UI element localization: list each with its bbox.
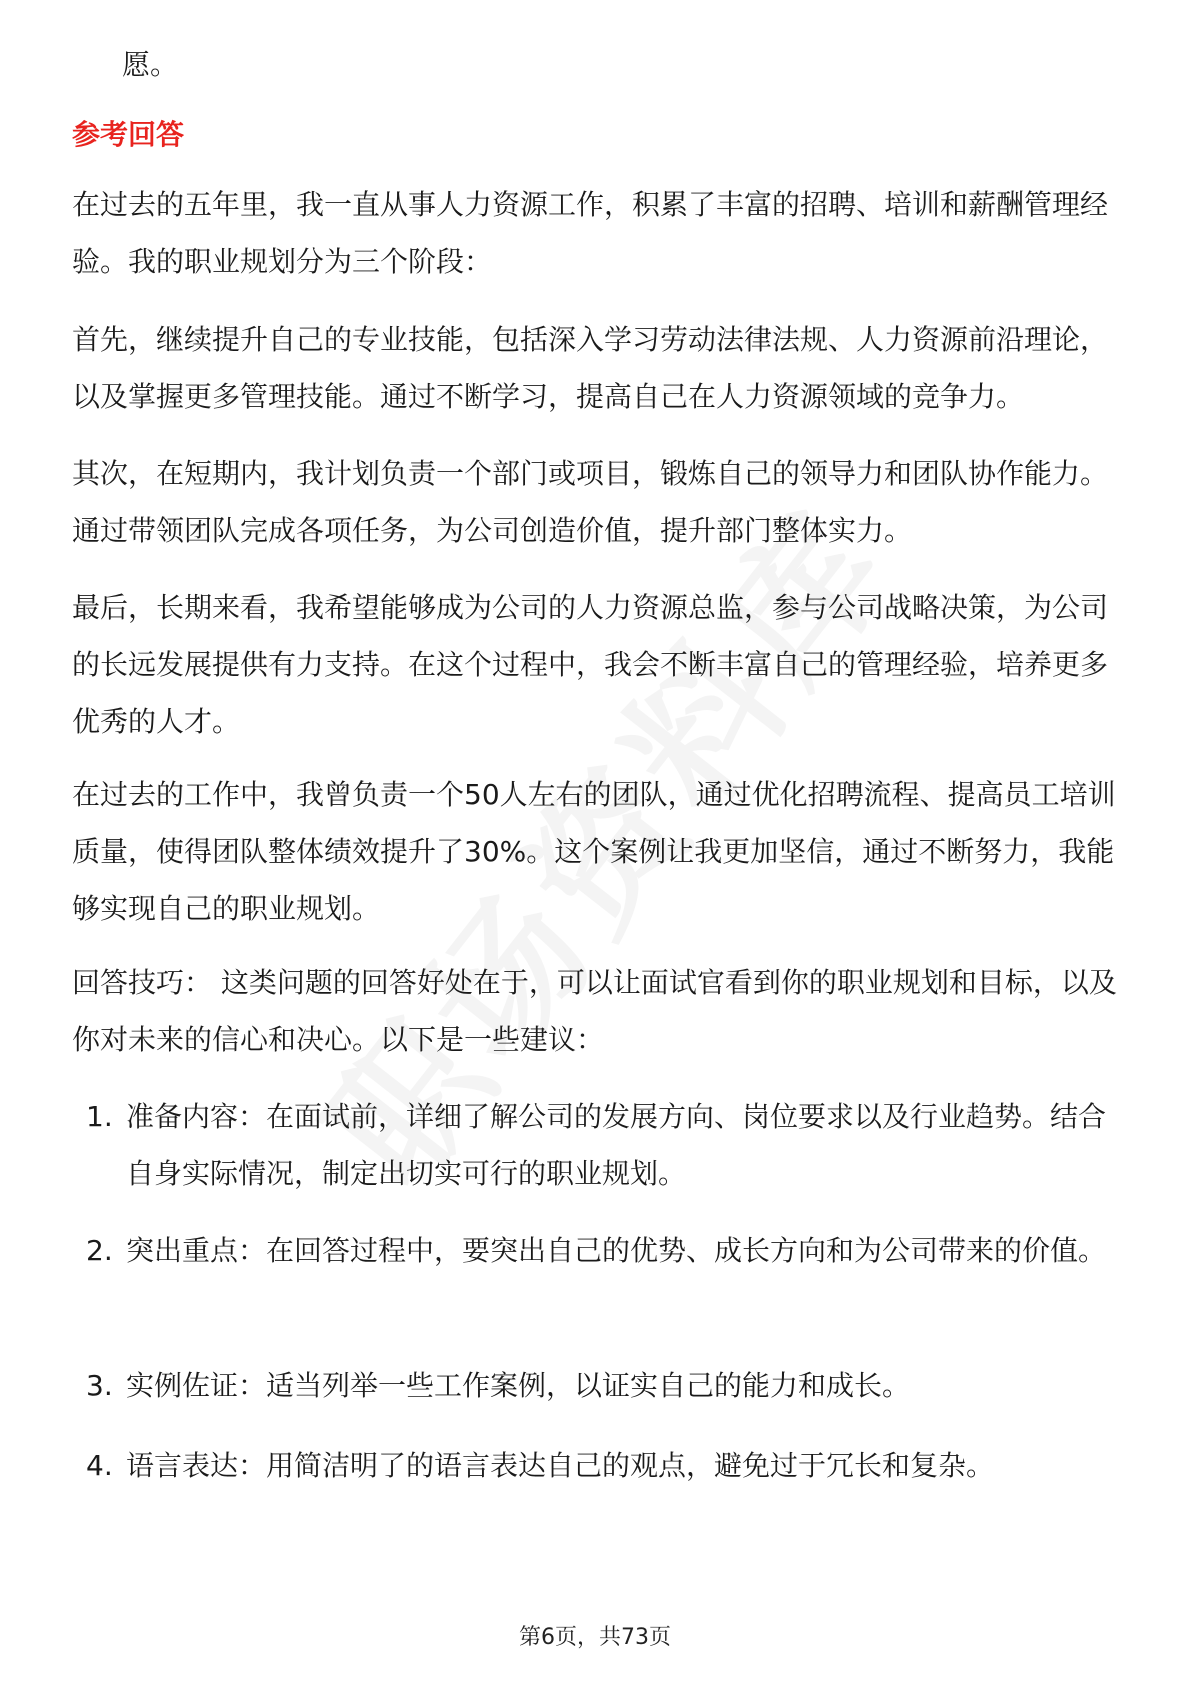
list-number: 1. [86, 1100, 113, 1133]
paragraph-5: 在过去的工作中，我曾负责一个50人左右的团队，通过优化招聘流程、提高员工培训质量，使得团队整体绩效提升了30%。这个案例让我更加坚信，通过不断努力，我能够实现自己的职业规划。 [72, 778, 1116, 925]
list-number: 3. [86, 1369, 113, 1402]
continuation-text: 愿。 [122, 48, 179, 81]
page-footer: 第6页，共73页 [519, 1625, 671, 1650]
paragraph-2: 首先，继续提升自己的专业技能，包括深入学习劳动法律法规、人力资源前沿理论，以及掌握更多管理技能。通过不断学习，提高自己在人力资源领域的竞争力。 [72, 323, 1109, 413]
list-text: 准备内容：在面试前，详细了解公司的发展方向、岗位要求以及行业趋势。结合自身实际情况，制定出切实可行的职业规划。 [126, 1100, 1107, 1190]
paragraph-1: 在过去的五年里，我一直从事人力资源工作，积累了丰富的招聘、培训和薪酬管理经验。我的职业规划分为三个阶段： [72, 188, 1109, 278]
section-heading: 参考回答 [72, 118, 185, 151]
paragraph-3: 其次，在短期内，我计划负责一个部门或项目，锻炼自己的领导力和团队协作能力。通过带领团队完成各项任务，为公司创造价值，提升部门整体实力。 [72, 457, 1109, 547]
list-text: 突出重点：在回答过程中，要突出自己的优势、成长方向和为公司带来的价值。 [126, 1234, 1107, 1267]
list-number: 4. [86, 1449, 113, 1482]
list-item [72, 1088, 1122, 1202]
list-number: 2. [86, 1234, 113, 1267]
list-text: 语言表达：用简洁明了的语言表达自己的观点，避免过于冗长和复杂。 [126, 1449, 995, 1482]
list-text: 实例佐证：适当列举一些工作案例，以证实自己的能力和成长。 [126, 1369, 911, 1402]
list-item [72, 1437, 1122, 1494]
list-item [72, 1222, 1122, 1279]
paragraph-6: 回答技巧： 这类问题的回答好处在于，可以让面试官看到你的职业规划和目标，以及你对未来的信心和决心。以下是一些建议： [72, 966, 1117, 1056]
list-item [72, 1357, 1122, 1414]
paragraph-4: 最后，长期来看，我希望能够成为公司的人力资源总监，参与公司战略决策，为公司的长远发展提供有力支持。在这个过程中，我会不断丰富自己的管理经验，培养更多优秀的人才。 [72, 591, 1109, 738]
